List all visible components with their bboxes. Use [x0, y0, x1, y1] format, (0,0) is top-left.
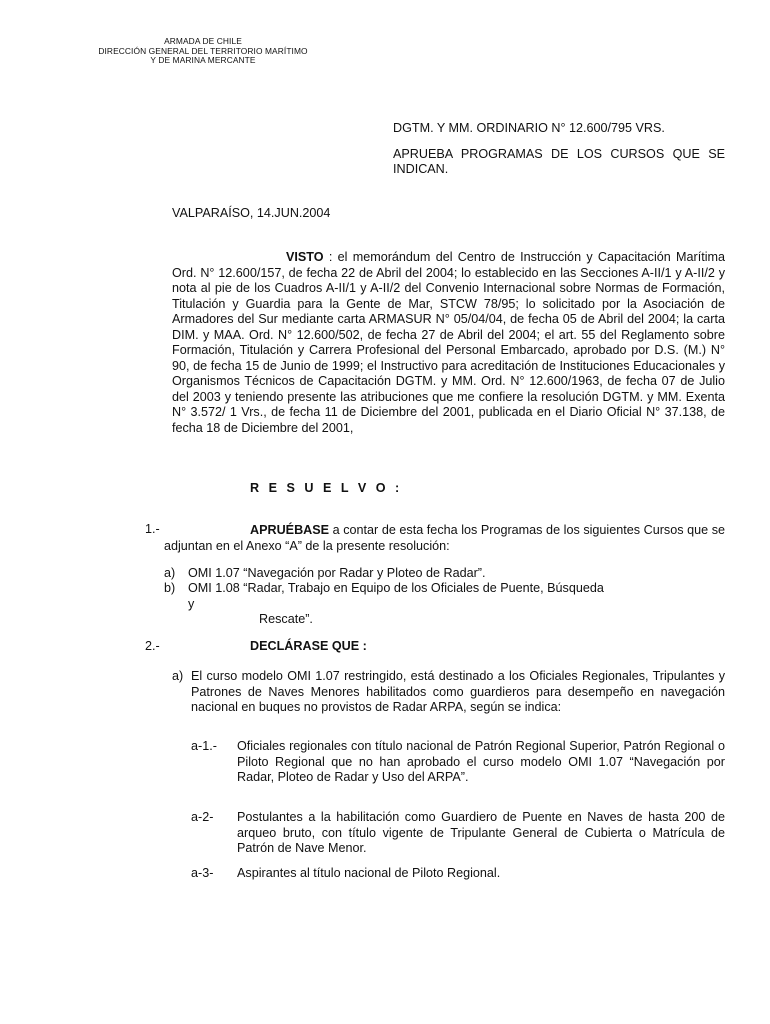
point-2-a-paragraph — [172, 669, 725, 716]
list-item — [191, 810, 725, 857]
document-reference-number: DGTM. Y MM. ORDINARIO N° 12.600/795 VRS. — [393, 121, 665, 135]
letterhead — [78, 37, 328, 66]
document-date: VALPARAÍSO, 14.JUN.2004 — [172, 206, 331, 220]
list-item-label: a) — [164, 566, 176, 580]
list-item-label: a-2- — [191, 810, 214, 824]
list-item-text: OMI 1.07 “Navegación por Radar y Ploteo de Radar”. — [188, 566, 486, 580]
point-2-number: 2.- — [145, 639, 160, 653]
list-item-text: Postulantes a la habilitación como Guardiero de Puente en Naves de hasta 200 de arqueo bruto, con título vigente de Tripulante General de Cubierta o Matrícula de Patrón de Nave Menor. — [237, 810, 725, 856]
point-1-number: 1.- — [145, 522, 160, 536]
letterhead-line-2: DIRECCIÓN GENERAL DEL TERRITORIO MARÍTIMO — [98, 45, 308, 56]
list-item-continuation: y — [188, 597, 195, 611]
point-1-paragraph — [164, 522, 725, 554]
list-item-text: Oficiales regionales con título nacional de Patrón Regional Superior, Patrón Regional o Piloto Regional que no han aprobado el curso modelo OMI 1.07 “Navegación por Radar, Ploteo de Radar y Uso del ARPA”. — [237, 739, 725, 785]
visto-label: VISTO — [286, 250, 324, 264]
list-item — [191, 866, 725, 882]
document-summary: APRUEBA PROGRAMAS DE LOS CURSOS QUE SE INDICAN. — [393, 147, 725, 176]
visto-paragraph — [172, 250, 725, 436]
list-item-text: OMI 1.08 “Radar, Trabajo en Equipo de los Oficiales de Puente, Búsqueda — [188, 581, 604, 595]
point-2-keyword: DECLÁRASE QUE : — [250, 639, 367, 653]
point-2-a-label: a) — [172, 669, 184, 683]
list-item — [191, 739, 725, 786]
list-item-label: a-3- — [191, 866, 214, 880]
letterhead-line-3: Y DE MARINA MERCANTE — [150, 55, 256, 66]
list-item — [164, 566, 725, 582]
list-item-label: a-1.- — [191, 739, 217, 753]
letterhead-line-1: ARMADA DE CHILE — [164, 36, 242, 46]
point-1-text: a contar de esta fecha los Programas de los siguientes Cursos que se adjuntan en el Anexo “A” de la presente resolución: — [164, 523, 725, 553]
point-2-a-text: El curso modelo OMI 1.07 restringido, está destinado a los Oficiales Regionales, Tripulantes y Patrones de Naves Menores habilitados como guardieros para desempeño en navegación nacional en buques no provistos de Radar ARPA, según se indica: — [191, 669, 725, 715]
visto-text: : el memorándum del Centro de Instrucción y Capacitación Marítima Ord. N° 12.600/157, de fecha 22 de Abril del 2004; lo establecido en las Secciones A-II/1 y A-II/2 y nota al pie de los Cuadros A-II/1 y A-II/2 del Convenio Internacional sobre Normas de Formación, Titulación y Guardia para la Gente de Mar, STCW 78/95; lo solicitado por la Asociación de Armadores del Sur mediante carta ARMASUR N° 05/04/04, de fecha 05 de Abril del 2004; la carta DIM. y MAA. Ord. N° 12.600/502, de fecha 27 de Abril del 2004; el art. 55 del Reglamento sobre Formación, Titulación y Carrera Profesional del Personal Embarcado, aprobado por D.S. (M.) N° 90, de fecha 15 de Junio de 1999; el Instructivo para acreditación de Instituciones Educacionales y Organismos Técnicos de Capacitación DGTM. y MM. Ord. N° 12.600/1963, de fecha 07 de Julio del 2003 y teniendo presente las atribuciones que me confiere la resolución DGTM. y MM. Exenta N° 3.572/ 1 Vrs., de fecha 11 de Diciembre del 2001, publicada en el Diario Oficial N° 37.138, de fecha 18 de Diciembre del 2001, — [172, 250, 726, 435]
list-item — [164, 581, 725, 597]
point-1-keyword: APRUÉBASE — [250, 523, 330, 537]
list-item-label: b) — [164, 581, 176, 595]
list-item-text: Aspirantes al título nacional de Piloto Regional. — [237, 866, 501, 880]
resuelvo-heading: R E S U E L V O : — [250, 481, 401, 495]
list-item-continuation: Rescate”. — [259, 612, 313, 626]
